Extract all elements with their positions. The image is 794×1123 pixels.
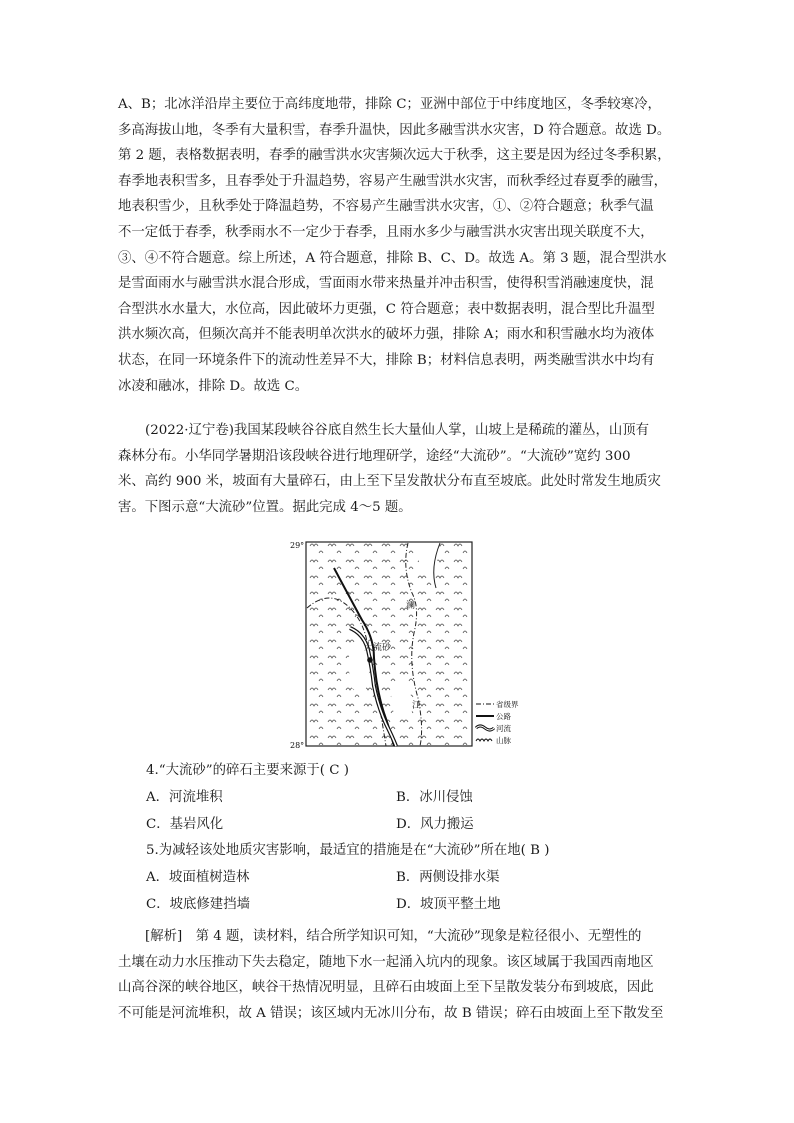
legend-item: 公路 (496, 712, 511, 721)
text-line: [解析] 第 4 题，读材料，结合所学知识可知，“大流砂”现象是粒径很小、无塑性的 (145, 929, 642, 944)
text-line: (2022·辽宁卷)我国某段峡谷谷底自然生长大量仙人掌，山坡上是稀疏的灌丛，山顶有 (145, 423, 650, 438)
text-line: 不一定低于春季，秋季雨水不一定少于春季，且雨水多少与融雪洪水灾害出现关联度不大， (118, 224, 654, 240)
q5-option-c: C．坡底修建挡墙 (146, 897, 250, 912)
text-line: ③、④不符合题意。综上所述，A 符合题意，排除 B、C、D。故选 A。第 3 题，混合型洪水 (118, 250, 667, 266)
legend-item: 河流 (496, 724, 511, 733)
latitude-label-bottom: 28° (290, 741, 305, 750)
text-line: 森林分布。小华同学暑期沿该段峡谷进行地理研学，途经“大流砂”。“大流砂”宽约 300 (118, 448, 631, 464)
location-map (290, 538, 534, 750)
q4-option-d: D．风力搬运 (396, 817, 474, 832)
question-4-stem: 4.“大流砂”的碎石主要来源于( C ) (146, 763, 349, 778)
text-line: 害。下图示意“大流砂”位置。据此完成 4～5 题。 (118, 499, 412, 515)
analysis-paragraph (118, 924, 674, 1026)
text-line: 春季地表积雪多，且春季处于升温趋势，容易产生融雪洪水灾害，而秋季经过春夏季的融雪， (118, 173, 668, 189)
question-5-stem: 5.为减轻该处地质灾害影响，最适宜的措施是在“大流砂”所在地( B ) (146, 843, 550, 858)
text-line: 状态，在同一环境条件下的流动性差异不大，排除 B；材料信息表明，两类融雪洪水中均有 (118, 352, 655, 368)
q5-option-a: A．坡面植树造林 (146, 870, 250, 885)
q5-option-d: D．坡顶平整土地 (396, 897, 501, 912)
q5-option-b: B．两侧设排水渠 (396, 870, 500, 885)
text-line: 土壤在动力水压推动下失去稳定，随地下水一起涌入坑内的现象。该区域属于我国西南地区 (118, 954, 654, 970)
text-line: 山高谷深的峡谷地区，峡谷干热情况明显，且碎石由坡面上至下呈散发装分布到坡底，因此 (118, 980, 654, 996)
site-label: 大流砂 (364, 643, 392, 653)
explanation-paragraph-1 (118, 92, 674, 399)
q4-option-c: C．基岩风化 (146, 817, 224, 832)
text-line: 合型洪水水量大，水位高，因此破坏力更强，C 符合题意；表中数据表明，混合型比升温型 (118, 301, 655, 317)
text-line: 不可能是河流堆积，故 A 错误；该区域内无冰川分布，故 B 错误；碎石由坡面上至下散发至 (118, 1005, 664, 1021)
text-line: A、B；北冰洋沿岸主要位于高纬度地带，排除 C；亚洲中部位于中纬度地区，冬季较寒冷， (118, 97, 661, 112)
legend-item: 山脉 (496, 736, 511, 745)
map-legend (476, 699, 519, 745)
text-line: 洪水频次高，但频次高并不能表明单次洪水的破坏力强，排除 A；雨水和积雪融水均为液体 (118, 327, 655, 343)
river-label: 江 (412, 701, 422, 711)
q4-option-b: B．冰川侵蚀 (396, 790, 473, 805)
text-line: 多高海拔山地，冬季有大量积雪，春季升温快，因此多融雪洪水灾害，D 符合题意。故选 D。 (118, 122, 671, 138)
river-label: 澜 (406, 601, 416, 611)
question-material-paragraph (118, 418, 674, 520)
latitude-label-top: 29° (290, 541, 305, 550)
text-line: 米、高约 900 米，坡面有大量碎石，由上至下呈发散状分布直至坡底。此处时常发生地质灾 (118, 474, 661, 490)
text-line: 是雪面雨水与融雪洪水混合形成，雪面雨水带来热量并冲击积雪，使得积雪消融速度快，混 (118, 276, 654, 292)
legend-item: 省级界 (496, 700, 519, 709)
q4-option-a: A．河流堆积 (146, 790, 223, 805)
text-line: 冰凌和融冰，排除 D。故选 C。 (118, 378, 309, 394)
site-marker (367, 657, 373, 663)
text-line: 第 2 题，表格数据表明，春季的融雪洪水灾害频次远大于秋季，这主要是因为经过冬季积累， (118, 148, 671, 164)
text-line: 地表积雪少，且秋季处于降温趋势，不容易产生融雪洪水灾害，①、②符合题意；秋季气温 (118, 199, 654, 215)
